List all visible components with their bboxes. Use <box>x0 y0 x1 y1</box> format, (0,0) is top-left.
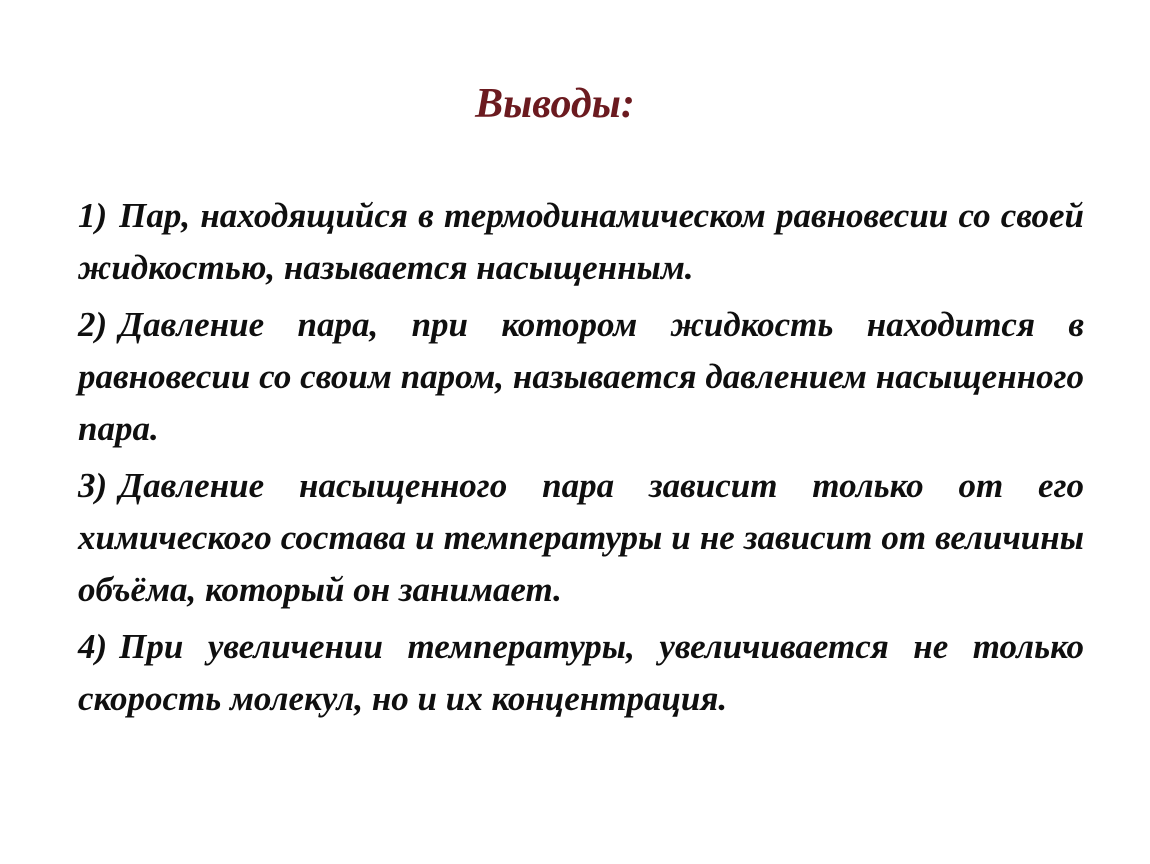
item-number: 2) <box>78 305 108 344</box>
list-item <box>78 621 1084 725</box>
item-number: 3) <box>78 466 108 505</box>
list-item <box>78 190 1084 294</box>
slide-title: Выводы: <box>475 81 635 127</box>
list-item <box>78 299 1084 455</box>
item-text: Пар, находящийся в термодинамическом равновесии со своей жидкостью, называется насыщенным. <box>78 196 1084 287</box>
item-number: 1) <box>78 196 108 235</box>
conclusions-list <box>78 190 1084 730</box>
item-text: При увеличении температуры, увеличивается не только скорость молекул, но и их концентрация. <box>78 627 1084 718</box>
item-number: 4) <box>78 627 108 666</box>
item-text: Давление насыщенного пара зависит только от его химического состава и температуры и не зависит от величины объёма, который он занимает. <box>78 466 1084 609</box>
list-item <box>78 460 1084 616</box>
item-text: Давление пара, при котором жидкость находится в равновесии со своим паром, называется давлением насыщенного пара. <box>78 305 1084 448</box>
